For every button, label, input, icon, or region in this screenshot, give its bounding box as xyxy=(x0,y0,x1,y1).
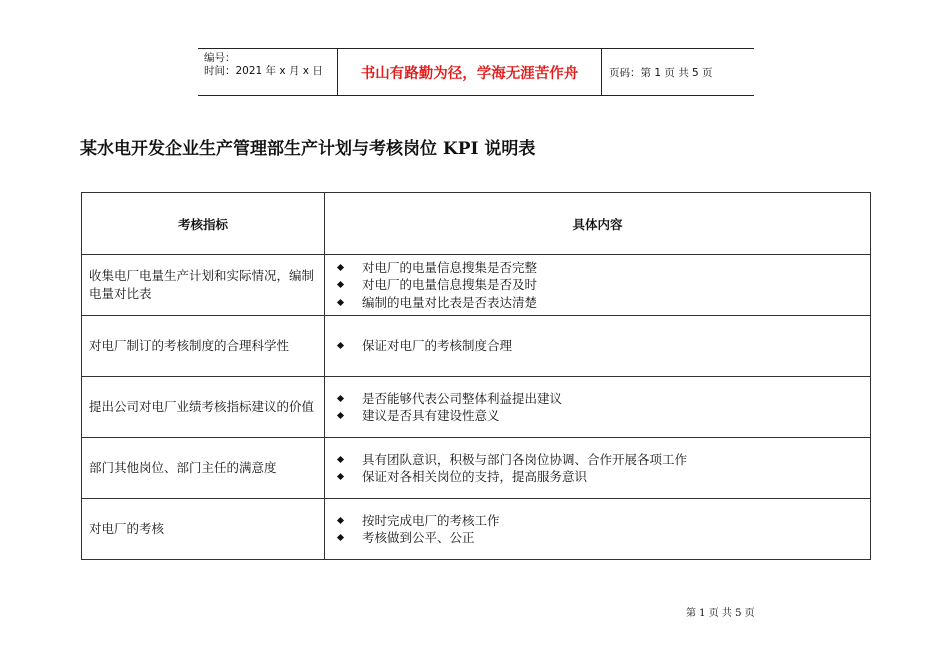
point-text: 对电厂的电量信息搜集是否完整 xyxy=(362,259,538,275)
diamond-bullet-icon xyxy=(337,534,344,541)
diamond-bullet-icon xyxy=(337,455,344,462)
diamond-bullet-icon xyxy=(337,516,344,523)
page-header xyxy=(198,48,754,96)
diamond-bullet-icon xyxy=(337,394,344,401)
point-list xyxy=(332,259,864,312)
header-meta xyxy=(198,49,338,95)
list-item xyxy=(338,468,864,486)
content-cell xyxy=(325,438,871,499)
table-header-row xyxy=(82,193,871,255)
content-cell xyxy=(325,499,871,560)
point-text: 保证对各相关岗位的支持，提高服务意识 xyxy=(362,469,588,484)
point-list xyxy=(332,512,864,547)
list-item xyxy=(338,294,864,312)
indicator-cell: 对电厂的考核 xyxy=(82,499,325,560)
point-text: 具有团队意识，积极与部门各岗位协调、合作开展各项工作 xyxy=(362,451,688,467)
time-label: 时间：2021 年 x 月 x 日 xyxy=(204,65,323,77)
list-item xyxy=(338,407,864,425)
point-list xyxy=(332,337,864,355)
list-item xyxy=(338,259,864,277)
table-row xyxy=(82,316,871,377)
kpi-table xyxy=(81,192,871,560)
indicator-cell: 部门其他岗位、部门主任的满意度 xyxy=(82,438,325,499)
code-label: 编号： xyxy=(204,52,236,64)
document-title: 某水电开发企业生产管理部生产计划与考核岗位 KPI 说明表 xyxy=(80,139,536,159)
indicator-cell: 收集电厂电量生产计划和实际情况，编制电量对比表 xyxy=(82,255,325,316)
point-list xyxy=(332,390,864,425)
diamond-bullet-icon xyxy=(337,281,344,288)
page-label: 页码：第 1 页 共 5 页 xyxy=(609,66,713,79)
content-cell xyxy=(325,255,871,316)
header-content: 具体内容 xyxy=(325,193,871,255)
diamond-bullet-icon xyxy=(337,264,344,271)
indicator-cell: 提出公司对电厂业绩考核指标建议的价值 xyxy=(82,377,325,438)
point-text: 建议是否具有建设性意义 xyxy=(362,408,500,423)
point-text: 编制的电量对比表是否表达清楚 xyxy=(362,294,538,310)
point-list xyxy=(332,451,864,486)
point-text: 保证对电厂的考核制度合理 xyxy=(362,338,513,354)
page-footer: 第 1 页 共 5 页 xyxy=(686,608,755,619)
diamond-bullet-icon xyxy=(337,473,344,480)
point-text: 按时完成电厂的考核工作 xyxy=(362,512,500,528)
point-text: 是否能够代表公司整体利益提出建议 xyxy=(362,390,563,406)
table-row xyxy=(82,438,871,499)
list-item xyxy=(338,529,864,547)
point-text: 考核做到公平、公正 xyxy=(362,530,475,545)
content-cell xyxy=(325,316,871,377)
header-indicator: 考核指标 xyxy=(82,193,325,255)
list-item xyxy=(338,451,864,469)
motto: 书山有路勤为径，学海无涯苦作舟 xyxy=(338,49,602,95)
list-item xyxy=(338,512,864,530)
indicator-cell: 对电厂制订的考核制度的合理科学性 xyxy=(82,316,325,377)
table-row xyxy=(82,255,871,316)
list-item xyxy=(338,390,864,408)
diamond-bullet-icon xyxy=(337,299,344,306)
diamond-bullet-icon xyxy=(337,412,344,419)
point-text: 对电厂的电量信息搜集是否及时 xyxy=(362,277,538,293)
table-row xyxy=(82,377,871,438)
list-item xyxy=(338,337,864,355)
diamond-bullet-icon xyxy=(337,342,344,349)
content-cell xyxy=(325,377,871,438)
table-row xyxy=(82,499,871,560)
list-item xyxy=(338,276,864,294)
